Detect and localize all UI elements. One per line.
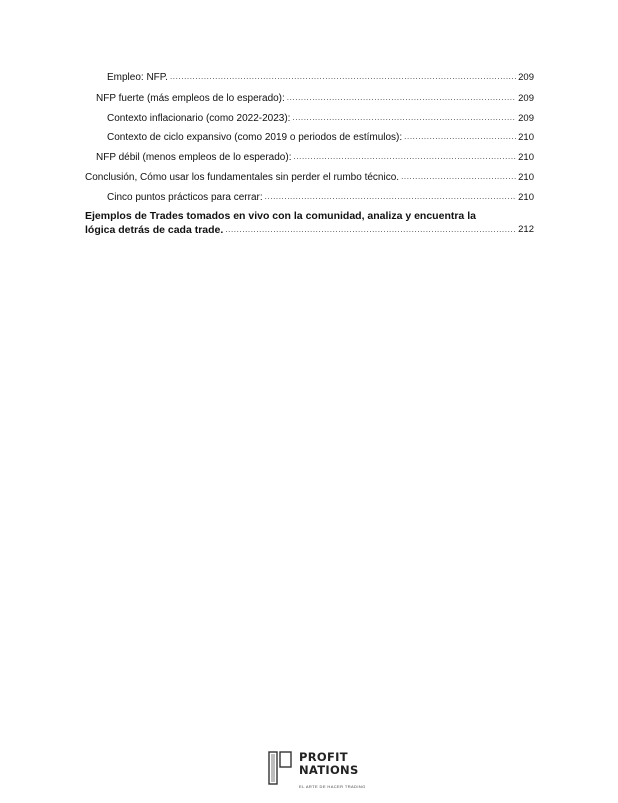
logo-tagline: EL ARTE DE HACER TRADING [299,784,366,789]
logo-wordmark [299,751,359,777]
toc-page-number: 209 [518,113,534,124]
toc-entry-title: Conclusión, Cómo usar los fundamentales sin perder el rumbo técnico. [85,172,400,183]
toc-entry-nfp-fuerte[interactable] [96,92,534,105]
toc-dot-leader [225,225,516,235]
toc-entry-ejemplos-de-trades[interactable] [85,209,534,237]
toc-page-number: 210 [518,132,534,143]
toc-dot-leader [287,93,516,103]
toc-entry-title-line1: Ejemplos de Trades tomados en vivo con la comunidad, analiza y encuentra la [85,210,476,222]
logo-line-profit: PROFIT [299,750,348,764]
toc-entry-ciclo-expansivo[interactable] [107,131,534,144]
toc-entry-title-line2: lógica detrás de cada trade. [85,224,224,236]
toc-dot-leader [170,72,516,82]
toc-entry-title: Cinco puntos prácticos para cerrar: [107,192,263,203]
toc-page-number: 209 [518,72,534,83]
toc-page-number: 210 [518,172,534,183]
toc-dot-leader [293,152,516,162]
toc-page-number: 209 [518,93,534,104]
toc-page-number: 210 [518,152,534,163]
profit-nations-logo-mark-icon [268,751,292,785]
toc-entry-nfp-debil[interactable] [96,151,534,164]
toc-entry-title: NFP fuerte (más empleos de lo esperado): [96,93,285,104]
toc-entry-title: Contexto de ciclo expansivo (como 2019 o periodos de estímulos): [107,132,403,143]
toc-dot-leader [265,192,517,202]
toc-entry-cinco-puntos[interactable] [107,191,534,204]
toc-page-number: 212 [518,224,534,235]
toc-entry-empleo-nfp[interactable] [107,71,534,84]
toc-entry-title: Empleo: NFP. [107,72,168,83]
logo-line-nations: NATIONS [299,763,359,777]
toc-entry-title: Contexto inflacionario (como 2022-2023): [107,113,291,124]
toc-entry-conclusion[interactable] [85,171,534,184]
toc-entry-contexto-inflacionario[interactable] [107,112,534,125]
toc-entry-title: NFP débil (menos empleos de lo esperado): [96,152,292,163]
profit-nations-logo [268,749,368,791]
toc-dot-leader [401,172,516,182]
toc-dot-leader [292,113,516,123]
toc-page-number: 210 [518,192,534,203]
toc-dot-leader [404,132,516,142]
